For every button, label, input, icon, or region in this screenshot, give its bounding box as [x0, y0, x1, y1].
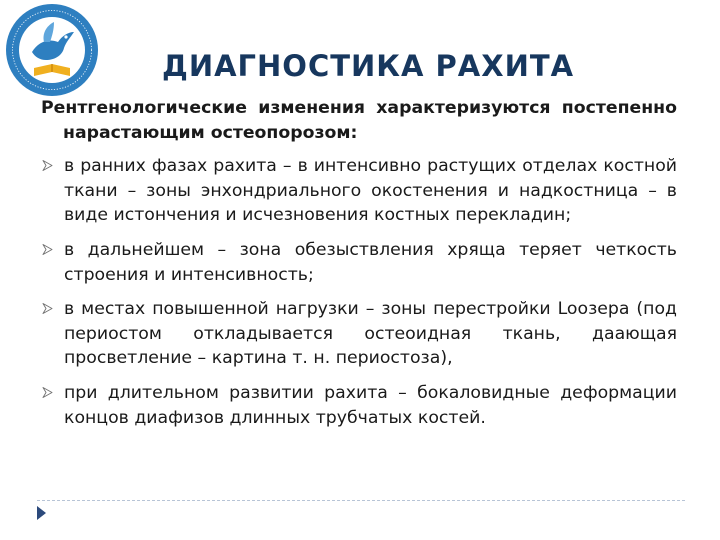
list-item	[41, 381, 677, 430]
logo-emblem-icon	[4, 2, 100, 98]
arrow-bullet-icon	[42, 244, 53, 255]
list-item-text: при длительном развитии рахита – бокаловидные деформации концов диафизов длинных трубчатых костей.	[64, 382, 677, 428]
list-item-text: в местах повышенной нагрузки – зоны перестройки Loозера (под периостом откладывается остеоидная ткань, даающая просветление – картина т. н. периостоза),	[64, 299, 677, 369]
slide-body	[41, 96, 677, 440]
bullet-list	[41, 154, 677, 430]
list-item	[41, 297, 677, 371]
arrow-bullet-icon	[42, 303, 53, 314]
triangle-marker-icon	[36, 506, 47, 520]
intro-text: Рентгенологические изменения характеризуются постепенно нарастающим остеопорозом:	[41, 98, 677, 143]
list-item-text: в ранних фазах рахита – в интенсивно растущих отделах костной ткани – зоны энхондриального окостенения и надкостница – в виде истончения и исчезновения костных перекладин;	[64, 156, 677, 226]
list-item	[41, 238, 677, 287]
list-item	[41, 154, 677, 228]
slide-title: ДИАГНОСТИКА РАХИТА	[162, 49, 575, 83]
arrow-bullet-icon	[42, 387, 53, 398]
arrow-bullet-icon	[42, 160, 53, 171]
footer-divider	[37, 500, 685, 501]
list-item-text: в дальнейшем – зона обезыствления хряща теряет четкость строения и интенсивность;	[64, 239, 677, 285]
